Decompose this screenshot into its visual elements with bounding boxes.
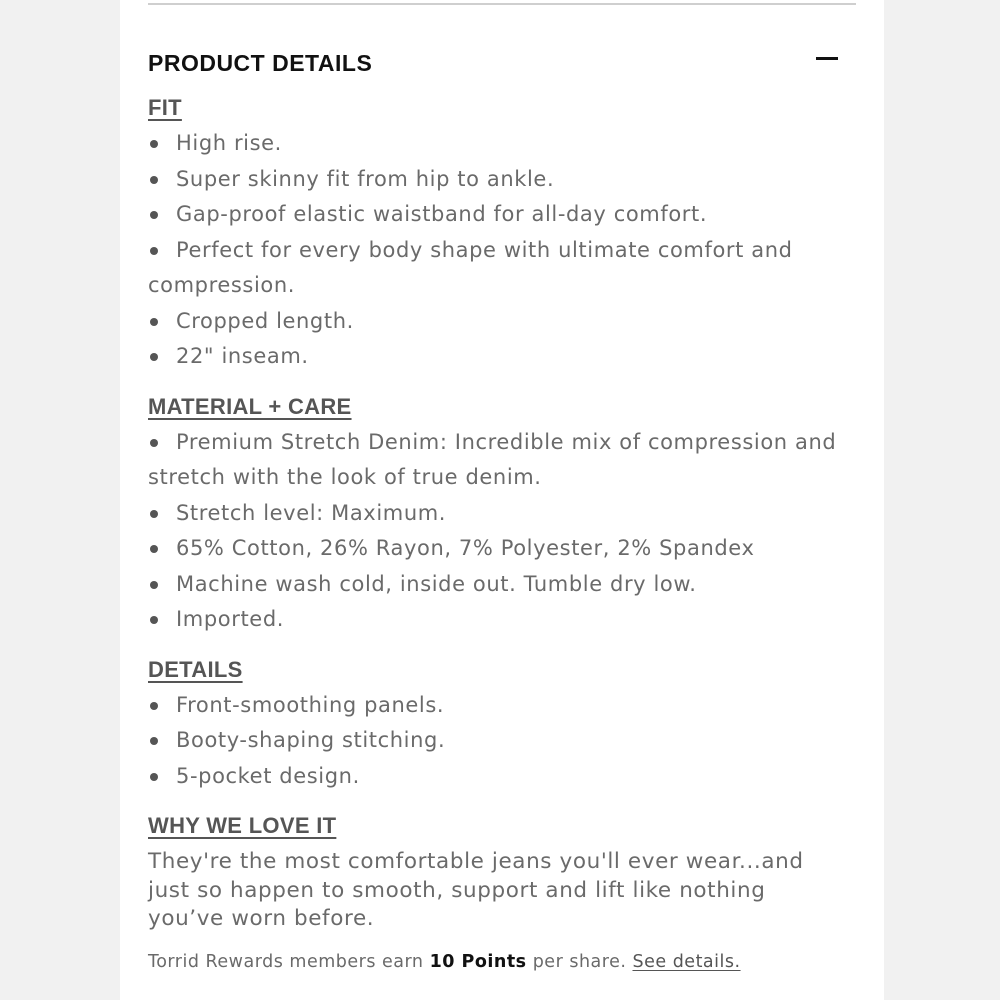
fit-list — [148, 126, 864, 375]
product-details-title: PRODUCT DETAILS — [148, 50, 373, 76]
list-item: Booty-shaping stitching. — [148, 723, 864, 759]
list-item: 22" inseam. — [148, 339, 864, 375]
minus-icon[interactable] — [816, 57, 838, 60]
list-item: Front-smoothing panels. — [148, 688, 864, 724]
product-details-content — [148, 90, 864, 972]
details-list — [148, 688, 864, 795]
section-heading-fit: FIT — [148, 95, 182, 120]
rewards-note — [148, 952, 864, 972]
why-we-love-it-text: They're the most comfortable jeans you'll ever wear...and just so happen to smooth, support and lift like nothing you’ve worn before. — [148, 849, 804, 931]
list-item: Premium Stretch Denim: Incredible mix of compression and stretch with the look of true denim. — [148, 425, 864, 496]
list-item: 5-pocket design. — [148, 759, 864, 795]
list-item: Stretch level: Maximum. — [148, 496, 864, 532]
list-item: Cropped length. — [148, 304, 864, 340]
rewards-points: 10 Points — [429, 951, 527, 972]
material-list — [148, 425, 864, 638]
product-details-panel — [120, 0, 884, 1000]
section-details — [148, 652, 864, 795]
list-item: 65% Cotton, 26% Rayon, 7% Polyester, 2% Spandex — [148, 531, 864, 567]
section-heading-details: DETAILS — [148, 656, 243, 682]
rewards-prefix: Torrid Rewards members earn — [148, 951, 424, 972]
list-item: Perfect for every body shape with ultimate comfort and compression. — [148, 233, 864, 304]
list-item: Imported. — [148, 602, 864, 638]
product-details-header[interactable] — [148, 46, 856, 80]
see-details-link[interactable]: See details. — [632, 951, 741, 972]
list-item: Super skinny fit from hip to ankle. — [148, 162, 864, 198]
section-heading-why-we-love-it: WHY WE LOVE IT — [148, 813, 337, 838]
divider — [148, 3, 856, 5]
section-why-we-love-it — [148, 808, 864, 934]
section-fit — [148, 90, 864, 375]
list-item: High rise. — [148, 126, 864, 162]
section-heading-material-care: MATERIAL + CARE — [148, 393, 352, 419]
list-item: Gap-proof elastic waistband for all-day comfort. — [148, 197, 864, 233]
list-item: Machine wash cold, inside out. Tumble dry low. — [148, 567, 864, 603]
rewards-suffix: per share. — [532, 951, 627, 972]
section-material-care — [148, 389, 864, 638]
